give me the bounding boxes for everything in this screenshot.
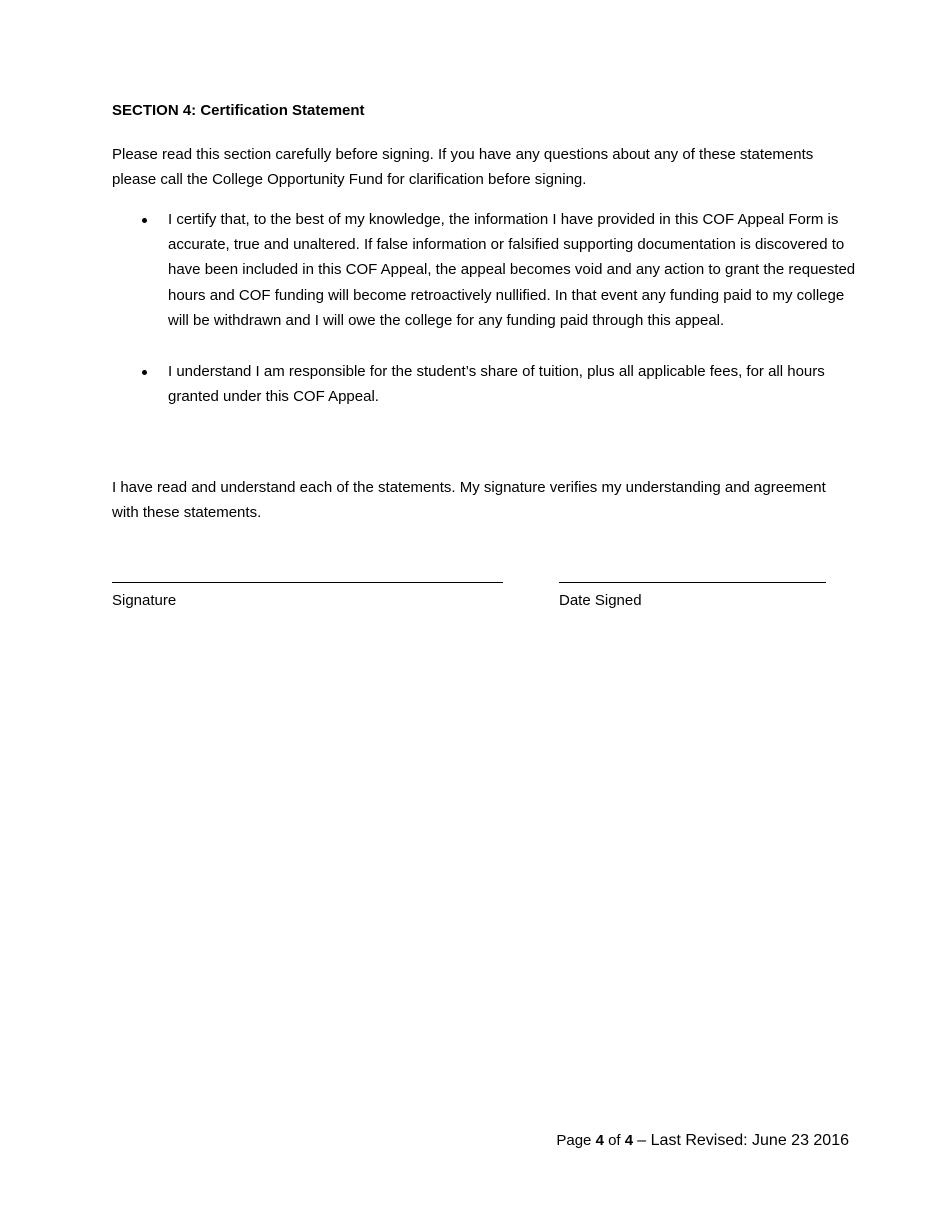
of-word: of	[608, 1132, 621, 1149]
last-revised-text: – Last Revised: June 23 2016	[637, 1132, 849, 1149]
signature-label: Signature	[112, 592, 177, 609]
signature-line[interactable]	[112, 582, 503, 583]
statement-text: I understand I am responsible for the student’s share of tuition, plus all applicable fees, for all hours granted under this COF Appeal.	[168, 363, 825, 406]
statement-text: I certify that, to the best of my knowledge, the information I have provided in this COF Appeal Form is accurate, true and unaltered. If false information or falsified supporting documentation is discovered to have been included in this COF Appeal, the appeal becomes void and any action to grant the requested hours and COF funding will become retroactively nullified. In that event any funding paid to my college will be withdrawn and I will owe the college for any funding paid through this appeal.	[168, 211, 856, 329]
current-page-number: 4	[595, 1132, 604, 1149]
date-signed-label: Date Signed	[559, 592, 642, 609]
section-heading: SECTION 4: Certification Statement	[112, 102, 365, 119]
agreement-paragraph: I have read and understand each of the statements. My signature verifies my understanding and agreement with these statements.	[112, 479, 826, 521]
bullet-icon	[142, 218, 147, 223]
intro-paragraph: Please read this section carefully before signing. If you have any questions about any of these statements please call the College Opportunity Fund for clarification before signing.	[112, 146, 814, 188]
page-footer	[556, 1130, 849, 1152]
date-signed-line[interactable]	[559, 582, 826, 583]
bullet-icon	[142, 370, 147, 375]
certification-statements	[112, 207, 857, 409]
total-pages-number: 4	[624, 1132, 634, 1149]
list-item	[112, 207, 857, 333]
page-word: Page	[556, 1132, 592, 1149]
list-item	[112, 359, 857, 409]
